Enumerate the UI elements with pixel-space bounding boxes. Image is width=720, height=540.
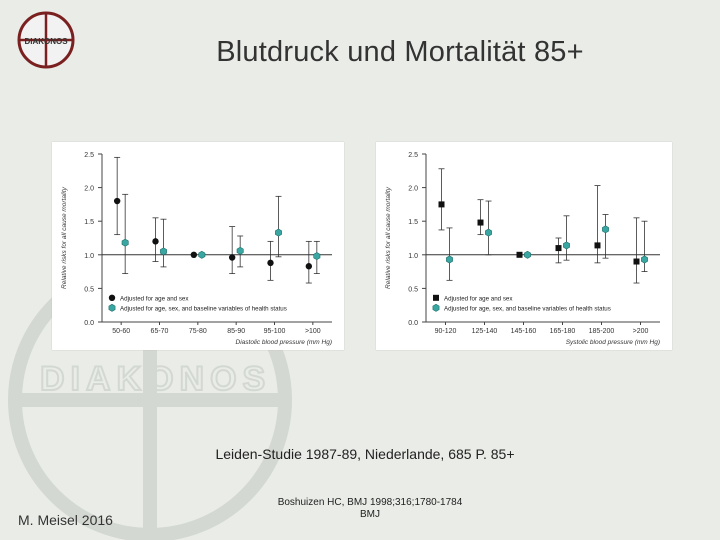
y-tick-label: 1.0 [408,252,418,260]
x-tick-label: >200 [632,328,649,335]
systolic-chart [376,142,672,350]
slide-title: Blutdruck und Mortalität 85+ [216,36,584,68]
data-point [306,263,312,269]
x-axis-label: Systolic blood pressure (mm Hg) [565,339,660,346]
x-axis-label: Diastolic blood pressure (mm Hg) [235,339,332,346]
data-point [478,220,484,226]
legend-marker [109,295,115,301]
y-tick-label: 1.5 [84,219,94,227]
x-tick-label: 125-140 [471,328,498,335]
legend-marker [433,295,439,301]
data-point [114,198,120,204]
data-point [237,247,243,254]
y-tick-label: 2.5 [84,152,94,159]
y-axis-label: Relative risks for all cause mortality [385,187,392,289]
x-tick-label: 165-180 [549,328,576,335]
x-tick-label: 65-70 [150,328,169,335]
data-point [563,242,569,249]
x-tick-label: 85-90 [227,328,246,335]
x-tick-label: 95-100 [263,328,286,335]
logo-text: DIAKONOS [24,37,68,46]
x-tick-label: 75-80 [188,328,207,335]
data-point [229,254,235,260]
y-tick-label: 0.0 [408,320,418,327]
data-point [485,229,491,236]
y-tick-label: 2.0 [408,185,418,193]
data-point [595,242,601,248]
y-tick-label: 2.5 [408,152,418,159]
data-point [517,252,523,258]
watermark-text: DIAKONOS [40,360,272,398]
data-point [314,253,320,260]
data-point [602,226,608,233]
y-tick-label: 1.0 [84,252,94,260]
x-tick-label: 145-160 [510,328,537,335]
data-point [160,248,166,255]
y-tick-label: 1.5 [408,219,418,227]
diastolic-chart [52,142,344,350]
x-tick-label: >100 [304,328,321,335]
x-tick-label: 50-60 [112,328,131,335]
systolic-chart-panel [376,142,672,350]
y-tick-label: 0.5 [408,286,418,294]
data-point [267,260,273,266]
data-point [641,256,647,263]
data-point [122,239,128,246]
data-point [152,238,158,244]
diakonos-logo [14,10,78,70]
y-axis-label: Relative risks for all cause mortality [61,187,68,289]
author-label: M. Meisel 2016 [18,512,113,528]
citation-line-2: BMJ [360,509,380,520]
citation [250,497,490,521]
y-tick-label: 0.5 [84,286,94,294]
diastolic-chart-panel [52,142,344,350]
y-tick-label: 2.0 [84,185,94,193]
legend-label: Adjusted for age and sex [444,295,513,303]
data-point [439,201,445,207]
legend-marker [433,304,439,311]
data-point [556,245,562,251]
y-tick-label: 0.0 [84,320,94,327]
study-caption: Leiden-Studie 1987-89, Niederlande, 685 P. 85+ [215,446,515,462]
x-tick-label: 185-200 [588,328,615,335]
data-point [199,251,205,258]
citation-line-1: Boshuizen HC, BMJ 1998;316;1780-1784 [277,497,463,508]
legend-marker [109,304,115,311]
legend-label: Adjusted for age, sex, and baseline variables of health status [120,305,287,313]
data-point [446,256,452,263]
data-point [191,252,197,258]
x-tick-label: 90-120 [434,328,457,335]
data-point [524,251,530,258]
legend-label: Adjusted for age, sex, and baseline variables of health status [444,305,611,313]
data-point [634,259,640,265]
data-point [275,229,281,236]
legend-label: Adjusted for age and sex [120,295,189,303]
